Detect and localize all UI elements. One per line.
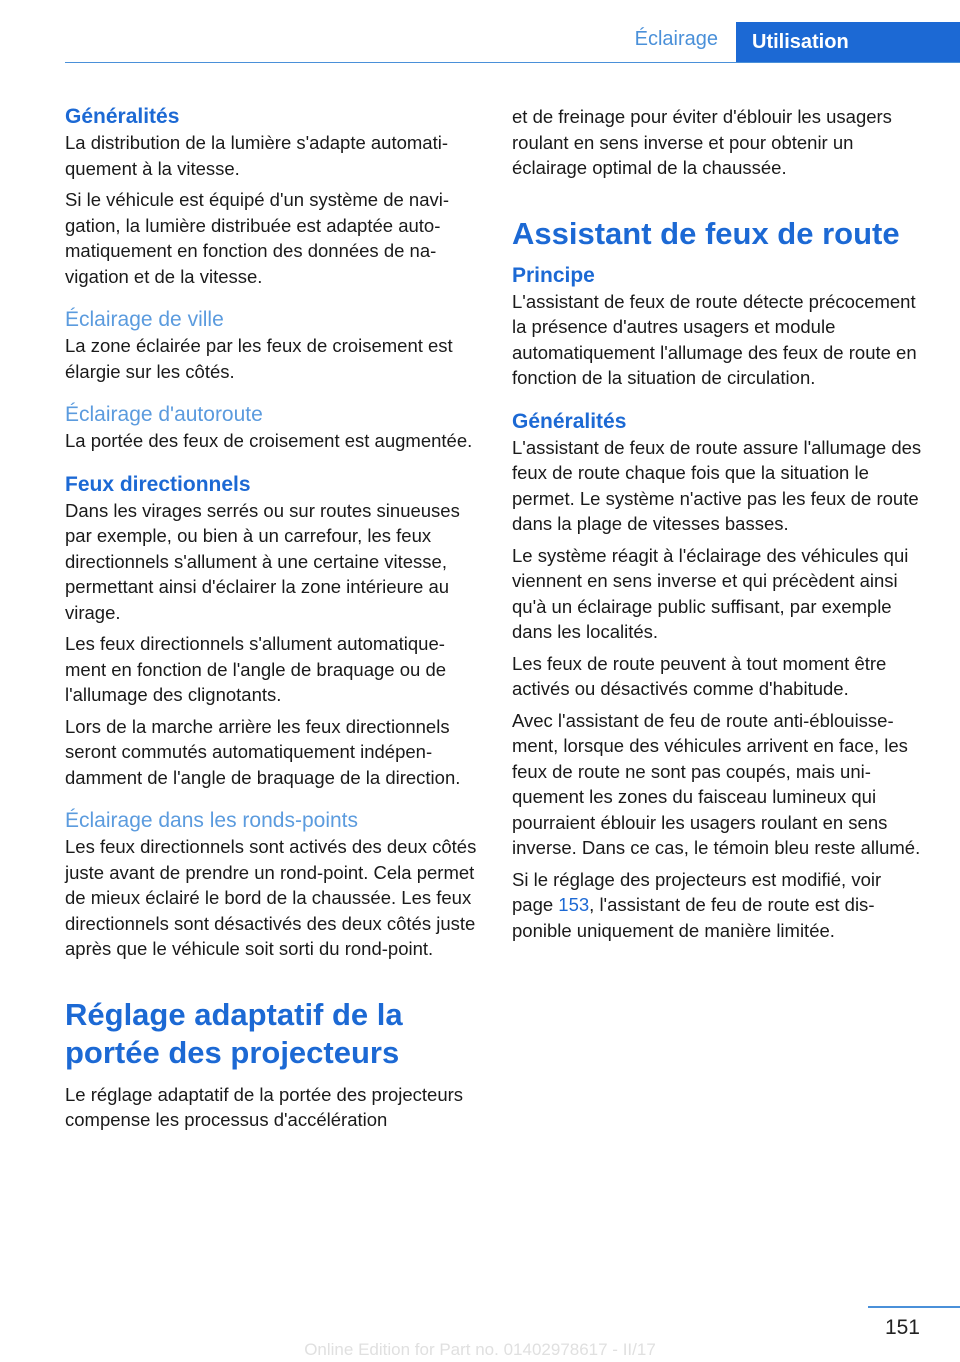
heading-ronds-points: Éclairage dans les ronds-points bbox=[65, 809, 358, 832]
text: , l'assistant de feu de route est disponible uniquement de manière limitée. bbox=[512, 894, 875, 941]
edition-footer: Online Edition for Part no. 01402978617 - II/17 bbox=[304, 1340, 656, 1359]
header-section-label: Éclairage bbox=[634, 28, 718, 50]
paragraph: Les feux de route peuvent à tout moment être activés ou désactivés comme d'habitude. bbox=[512, 652, 887, 699]
heading-reglage-portee: Réglage adaptatif de la portée des projecteurs bbox=[65, 996, 403, 1070]
paragraph: Dans les virages serrés ou sur routes sinueuses par exemple, ou bien à un carrefour, les feux directionnels s'allument à une certaine vitesse, permettant ainsi d'éclairer la zone intérieure au virage. bbox=[65, 499, 460, 623]
header-rule bbox=[65, 62, 960, 63]
left-column bbox=[65, 104, 477, 1139]
paragraph: et de freinage pour éviter d'éblouir les usagers roulant en sens inverse et pour obtenir un éclairage optimal de la chaussée. bbox=[512, 106, 892, 178]
heading-generalites: Généralités bbox=[65, 105, 180, 128]
paragraph: Si le véhicule est équipé d'un système de navigation, la lumière distribuée est adaptée automatiquement en fonction des données de navigation et de la vitesse. bbox=[65, 189, 450, 287]
heading-feux-directionnels: Feux directionnels bbox=[65, 472, 251, 496]
paragraph: Les feux directionnels sont activés des deux côtés juste avant de prendre un rond-point. Cela permet de mieux éclairé le bord de la chaussée. Les feux directionnels sont désactivés des deux côtés juste après que le véhicule soit sorti du rond-point. bbox=[65, 836, 477, 959]
paragraph: Le système réagit à l'éclairage des véhicules qui viennent en sens inverse et qui précèdent ainsi qu'à un éclairage public suffisant, par exemple dans les localités. bbox=[512, 544, 909, 642]
paragraph: Les feux directionnels s'allument automatiquement en fonction de l'angle de braquage ou de l'allumage des clignotants. bbox=[65, 633, 447, 705]
right-column bbox=[512, 104, 924, 949]
paragraph: La distribution de la lumière s'adapte automatiquement à la vitesse. bbox=[65, 132, 449, 179]
paragraph: Le réglage adaptatif de la portée des projecteurs compense les processus d'accélération bbox=[65, 1083, 464, 1130]
heading-principe: Principe bbox=[512, 263, 595, 287]
paragraph: L'assistant de feux de route assure l'allumage des feux de route chaque fois que la situation le permet. Le système n'active pas les feux de route dans la plage de vitesses basses. bbox=[512, 436, 922, 534]
page-link[interactable]: 153 bbox=[558, 894, 590, 915]
paragraph-with-link bbox=[512, 867, 924, 944]
paragraph: La zone éclairée par les feux de croisement est élargie sur les côtés. bbox=[65, 335, 453, 382]
text: Si le réglage des projecteurs est modifié, voir page bbox=[512, 868, 882, 915]
page-number-rule bbox=[868, 1306, 960, 1308]
heading-eclairage-ville: Éclairage de ville bbox=[65, 308, 224, 331]
paragraph: L'assistant de feux de route détecte précocement la présence d'autres usagers et module automatiquement l'allumage des feux de route en fonction de la situation de circulation. bbox=[512, 290, 917, 388]
heading-generalites-2: Généralités bbox=[512, 409, 627, 433]
paragraph: Lors de la marche arrière les feux directionnels seront commutés automatiquement indépendamment de l'angle de braquage de la direction. bbox=[65, 715, 461, 788]
paragraph: La portée des feux de croisement est augmentée. bbox=[65, 430, 473, 451]
paragraph: Avec l'assistant de feu de route anti-éblouissement, lorsque des véhicules arrivent en face, les feux de route ne sont pas coupés, mais uniquement les zones du faisceau lumineux qui pourraient éblouir les usagers roulant en sens inverse. Dans ce cas, le témoin bleu reste allumé. bbox=[512, 709, 921, 858]
heading-eclairage-autoroute: Éclairage d'autoroute bbox=[65, 403, 263, 426]
page-number: 151 bbox=[884, 1316, 920, 1339]
heading-assistant-feux-route: Assistant de feux de route bbox=[512, 215, 900, 251]
header-chapter-tab[interactable]: Utilisation bbox=[736, 22, 960, 62]
